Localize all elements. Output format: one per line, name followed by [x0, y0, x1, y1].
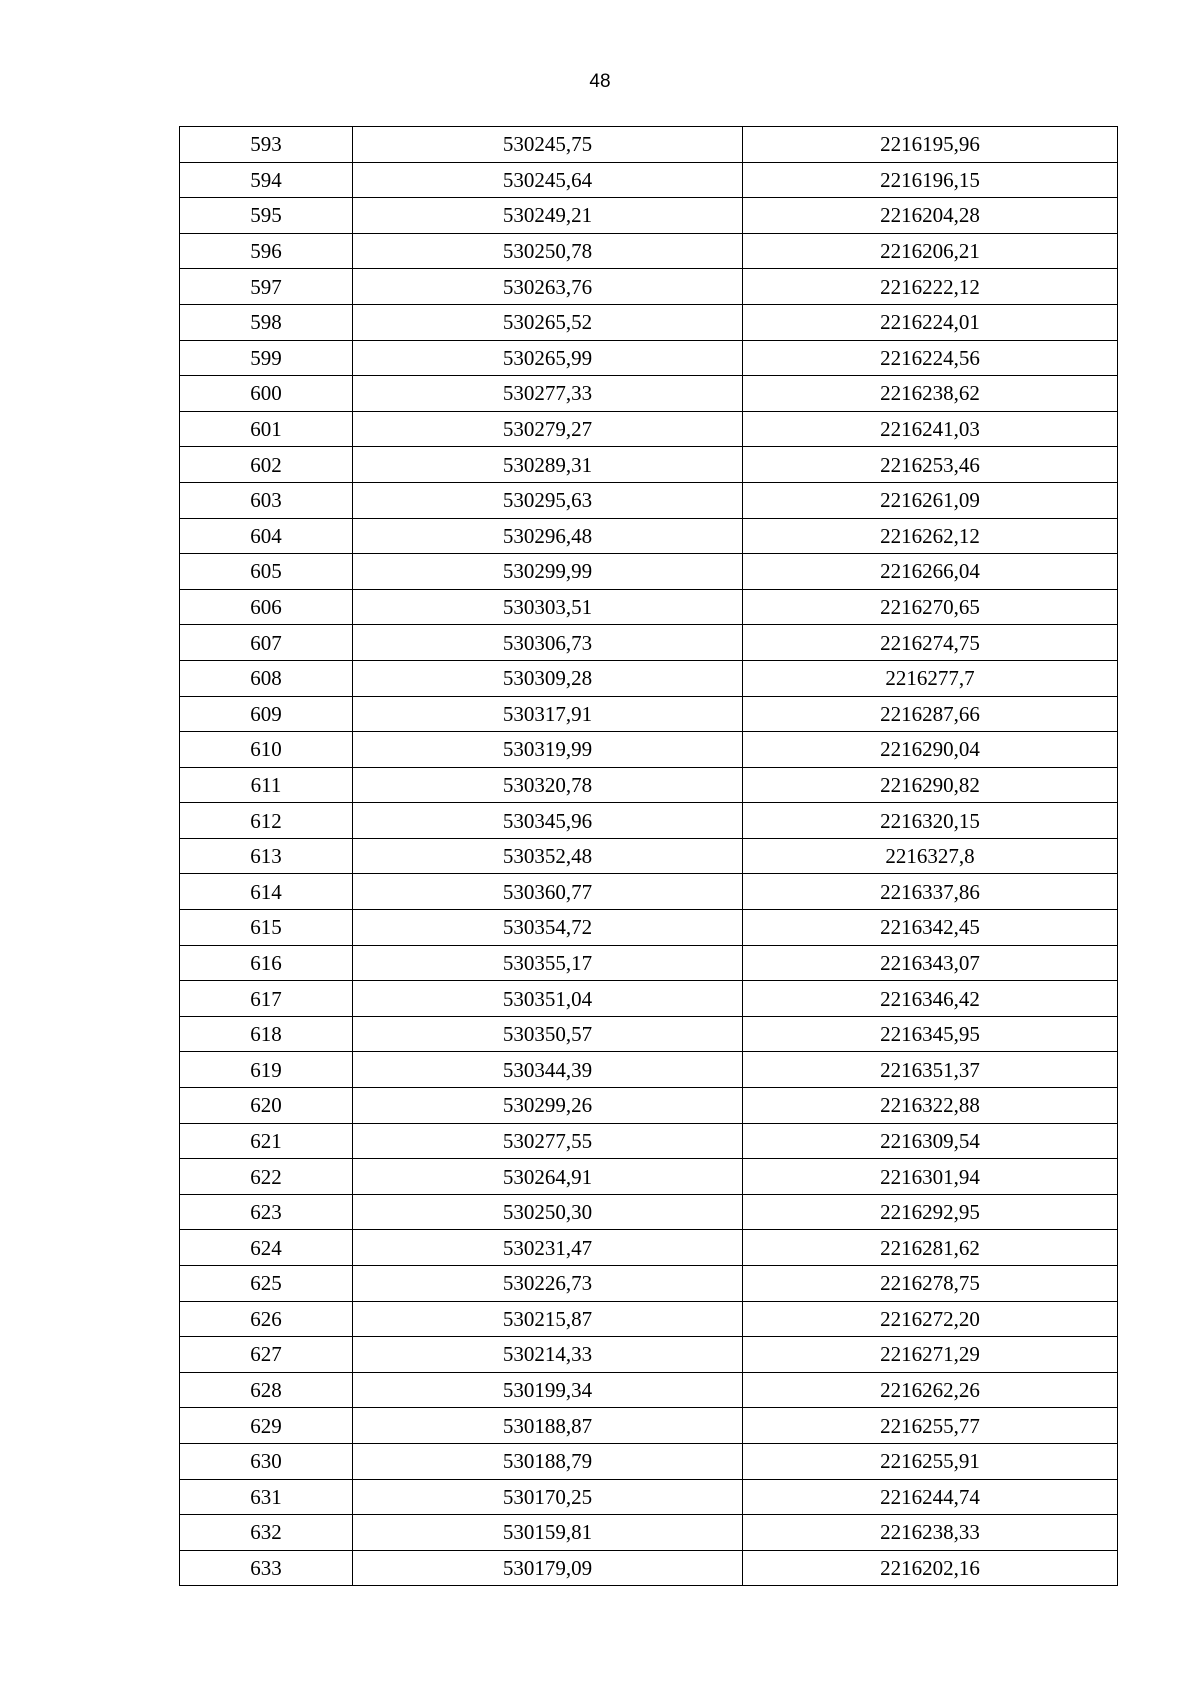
table-row: [180, 411, 1118, 447]
point-number-cell: 601: [180, 411, 353, 447]
y-coordinate-cell: 2216262,26: [743, 1372, 1118, 1408]
point-number-cell: 619: [180, 1052, 353, 1088]
table-row: [180, 1515, 1118, 1551]
page-number: 48: [589, 71, 611, 92]
y-coordinate-cell: 2216222,12: [743, 269, 1118, 305]
y-coordinate-cell: 2216346,42: [743, 981, 1118, 1017]
y-coordinate-cell: 2216206,21: [743, 233, 1118, 269]
x-coordinate-cell: 530249,21: [353, 198, 743, 234]
point-number-cell: 602: [180, 447, 353, 483]
y-coordinate-cell: 2216204,28: [743, 198, 1118, 234]
point-number-cell: 606: [180, 589, 353, 625]
y-coordinate-cell: 2216202,16: [743, 1550, 1118, 1586]
table-row: [180, 447, 1118, 483]
table-row: [180, 554, 1118, 590]
table-row: [180, 945, 1118, 981]
table-row: [180, 482, 1118, 518]
y-coordinate-cell: 2216343,07: [743, 945, 1118, 981]
point-number-cell: 612: [180, 803, 353, 839]
point-number-cell: 625: [180, 1266, 353, 1302]
x-coordinate-cell: 530231,47: [353, 1230, 743, 1266]
point-number-cell: 593: [180, 127, 353, 163]
point-number-cell: 632: [180, 1515, 353, 1551]
table-row: [180, 304, 1118, 340]
table-row: [180, 269, 1118, 305]
y-coordinate-cell: 2216271,29: [743, 1337, 1118, 1373]
y-coordinate-cell: 2216195,96: [743, 127, 1118, 163]
y-coordinate-cell: 2216281,62: [743, 1230, 1118, 1266]
table-row: [180, 1088, 1118, 1124]
table-row: [180, 732, 1118, 768]
point-number-cell: 608: [180, 660, 353, 696]
y-coordinate-cell: 2216272,20: [743, 1301, 1118, 1337]
x-coordinate-cell: 530199,34: [353, 1372, 743, 1408]
y-coordinate-cell: 2216301,94: [743, 1159, 1118, 1195]
table-row: [180, 1123, 1118, 1159]
point-number-cell: 605: [180, 554, 353, 590]
y-coordinate-cell: 2216351,37: [743, 1052, 1118, 1088]
table-row: [180, 625, 1118, 661]
point-number-cell: 623: [180, 1194, 353, 1230]
x-coordinate-cell: 530345,96: [353, 803, 743, 839]
table-row: [180, 1301, 1118, 1337]
point-number-cell: 598: [180, 304, 353, 340]
y-coordinate-cell: 2216253,46: [743, 447, 1118, 483]
table-row: [180, 874, 1118, 910]
y-coordinate-cell: 2216278,75: [743, 1266, 1118, 1302]
point-number-cell: 594: [180, 162, 353, 198]
y-coordinate-cell: 2216238,62: [743, 376, 1118, 412]
table-row: [180, 589, 1118, 625]
y-coordinate-cell: 2216266,04: [743, 554, 1118, 590]
x-coordinate-cell: 530263,76: [353, 269, 743, 305]
x-coordinate-cell: 530265,52: [353, 304, 743, 340]
point-number-cell: 631: [180, 1479, 353, 1515]
table-row: [180, 162, 1118, 198]
x-coordinate-cell: 530360,77: [353, 874, 743, 910]
point-number-cell: 607: [180, 625, 353, 661]
x-coordinate-cell: 530250,78: [353, 233, 743, 269]
point-number-cell: 611: [180, 767, 353, 803]
x-coordinate-cell: 530277,33: [353, 376, 743, 412]
coordinates-table-body: [180, 127, 1118, 1586]
table-row: [180, 1550, 1118, 1586]
y-coordinate-cell: 2216345,95: [743, 1016, 1118, 1052]
table-row: [180, 376, 1118, 412]
table-row: [180, 910, 1118, 946]
point-number-cell: 603: [180, 482, 353, 518]
x-coordinate-cell: 530289,31: [353, 447, 743, 483]
table-row: [180, 233, 1118, 269]
point-number-cell: 629: [180, 1408, 353, 1444]
x-coordinate-cell: 530299,99: [353, 554, 743, 590]
point-number-cell: 624: [180, 1230, 353, 1266]
table-row: [180, 127, 1118, 163]
point-number-cell: 604: [180, 518, 353, 554]
x-coordinate-cell: 530303,51: [353, 589, 743, 625]
point-number-cell: 595: [180, 198, 353, 234]
point-number-cell: 628: [180, 1372, 353, 1408]
point-number-cell: 627: [180, 1337, 353, 1373]
table-row: [180, 1230, 1118, 1266]
point-number-cell: 620: [180, 1088, 353, 1124]
y-coordinate-cell: 2216320,15: [743, 803, 1118, 839]
x-coordinate-cell: 530351,04: [353, 981, 743, 1017]
x-coordinate-cell: 530355,17: [353, 945, 743, 981]
x-coordinate-cell: 530277,55: [353, 1123, 743, 1159]
y-coordinate-cell: 2216196,15: [743, 162, 1118, 198]
table-row: [180, 198, 1118, 234]
y-coordinate-cell: 2216290,82: [743, 767, 1118, 803]
point-number-cell: 622: [180, 1159, 353, 1195]
table-row: [180, 340, 1118, 376]
x-coordinate-cell: 530295,63: [353, 482, 743, 518]
x-coordinate-cell: 530320,78: [353, 767, 743, 803]
y-coordinate-cell: 2216327,8: [743, 838, 1118, 874]
y-coordinate-cell: 2216238,33: [743, 1515, 1118, 1551]
y-coordinate-cell: 2216255,91: [743, 1443, 1118, 1479]
table-row: [180, 767, 1118, 803]
point-number-cell: 633: [180, 1550, 353, 1586]
point-number-cell: 626: [180, 1301, 353, 1337]
y-coordinate-cell: 2216309,54: [743, 1123, 1118, 1159]
point-number-cell: 616: [180, 945, 353, 981]
y-coordinate-cell: 2216292,95: [743, 1194, 1118, 1230]
table-row: [180, 981, 1118, 1017]
table-row: [180, 838, 1118, 874]
table-row: [180, 1194, 1118, 1230]
point-number-cell: 630: [180, 1443, 353, 1479]
table-row: [180, 1443, 1118, 1479]
point-number-cell: 621: [180, 1123, 353, 1159]
point-number-cell: 609: [180, 696, 353, 732]
table-row: [180, 1159, 1118, 1195]
point-number-cell: 615: [180, 910, 353, 946]
point-number-cell: 600: [180, 376, 353, 412]
point-number-cell: 618: [180, 1016, 353, 1052]
y-coordinate-cell: 2216261,09: [743, 482, 1118, 518]
x-coordinate-cell: 530344,39: [353, 1052, 743, 1088]
x-coordinate-cell: 530296,48: [353, 518, 743, 554]
y-coordinate-cell: 2216241,03: [743, 411, 1118, 447]
x-coordinate-cell: 530215,87: [353, 1301, 743, 1337]
y-coordinate-cell: 2216337,86: [743, 874, 1118, 910]
x-coordinate-cell: 530299,26: [353, 1088, 743, 1124]
x-coordinate-cell: 530188,79: [353, 1443, 743, 1479]
x-coordinate-cell: 530319,99: [353, 732, 743, 768]
table-row: [180, 696, 1118, 732]
y-coordinate-cell: 2216255,77: [743, 1408, 1118, 1444]
x-coordinate-cell: 530279,27: [353, 411, 743, 447]
y-coordinate-cell: 2216244,74: [743, 1479, 1118, 1515]
y-coordinate-cell: 2216224,01: [743, 304, 1118, 340]
x-coordinate-cell: 530188,87: [353, 1408, 743, 1444]
table-row: [180, 1052, 1118, 1088]
y-coordinate-cell: 2216274,75: [743, 625, 1118, 661]
point-number-cell: 617: [180, 981, 353, 1017]
x-coordinate-cell: 530265,99: [353, 340, 743, 376]
x-coordinate-cell: 530352,48: [353, 838, 743, 874]
point-number-cell: 599: [180, 340, 353, 376]
table-row: [180, 1266, 1118, 1302]
table-row: [180, 1337, 1118, 1373]
x-coordinate-cell: 530250,30: [353, 1194, 743, 1230]
x-coordinate-cell: 530245,75: [353, 127, 743, 163]
point-number-cell: 613: [180, 838, 353, 874]
y-coordinate-cell: 2216277,7: [743, 660, 1118, 696]
y-coordinate-cell: 2216270,65: [743, 589, 1118, 625]
x-coordinate-cell: 530214,33: [353, 1337, 743, 1373]
y-coordinate-cell: 2216322,88: [743, 1088, 1118, 1124]
x-coordinate-cell: 530317,91: [353, 696, 743, 732]
y-coordinate-cell: 2216262,12: [743, 518, 1118, 554]
point-number-cell: 610: [180, 732, 353, 768]
table-row: [180, 1479, 1118, 1515]
table-row: [180, 518, 1118, 554]
x-coordinate-cell: 530226,73: [353, 1266, 743, 1302]
table-row: [180, 803, 1118, 839]
y-coordinate-cell: 2216342,45: [743, 910, 1118, 946]
x-coordinate-cell: 530245,64: [353, 162, 743, 198]
x-coordinate-cell: 530354,72: [353, 910, 743, 946]
x-coordinate-cell: 530159,81: [353, 1515, 743, 1551]
point-number-cell: 597: [180, 269, 353, 305]
table-row: [180, 1016, 1118, 1052]
table-row: [180, 660, 1118, 696]
point-number-cell: 596: [180, 233, 353, 269]
x-coordinate-cell: 530306,73: [353, 625, 743, 661]
x-coordinate-cell: 530264,91: [353, 1159, 743, 1195]
y-coordinate-cell: 2216290,04: [743, 732, 1118, 768]
x-coordinate-cell: 530350,57: [353, 1016, 743, 1052]
x-coordinate-cell: 530170,25: [353, 1479, 743, 1515]
table-row: [180, 1408, 1118, 1444]
y-coordinate-cell: 2216224,56: [743, 340, 1118, 376]
x-coordinate-cell: 530309,28: [353, 660, 743, 696]
x-coordinate-cell: 530179,09: [353, 1550, 743, 1586]
coordinates-table: [179, 126, 1118, 1586]
y-coordinate-cell: 2216287,66: [743, 696, 1118, 732]
point-number-cell: 614: [180, 874, 353, 910]
table-row: [180, 1372, 1118, 1408]
